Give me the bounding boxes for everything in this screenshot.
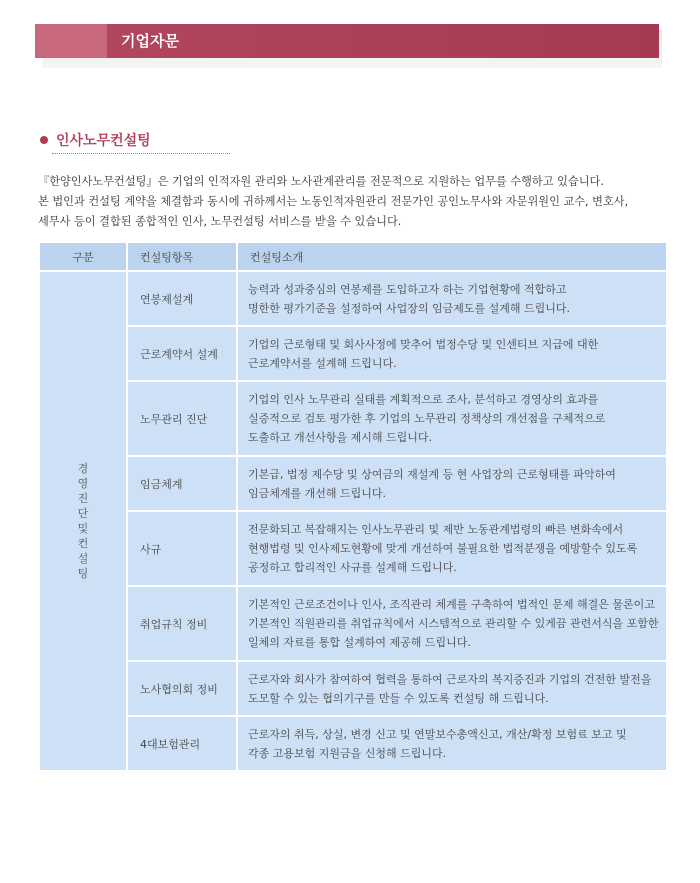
description-line: 일체의 자료를 통합 설계하여 제공해 드립니다. [248, 636, 471, 649]
banner-accent [35, 24, 107, 58]
table-row [39, 716, 667, 771]
item-cell: 사규 [127, 511, 237, 586]
description-line: 기본적인 근로조건이나 인사, 조직관리 체계를 구축하여 법적인 문제 해결은 물론이고 [248, 598, 655, 611]
category-label: 경영진단및컨설팅 [77, 462, 89, 580]
description-line: 근로자의 취득, 상실, 변경 신고 및 연말보수총액신고, 개산/확정 보험료 보고 및 [248, 727, 627, 741]
table-row [39, 586, 667, 661]
description-line: 각종 고용보험 지원금을 신청해 드립니다. [248, 746, 447, 760]
table-row [39, 456, 667, 511]
bullet-icon [40, 136, 48, 144]
item-cell: 연봉제설계 [127, 271, 237, 326]
section-divider [52, 153, 230, 154]
item-cell: 취업규칙 정비 [127, 586, 237, 661]
intro-text [38, 172, 666, 232]
description-line: 근로자와 회사가 참여하여 협력을 통하여 근로자의 복지증진과 기업의 건전한 발전을 [248, 672, 652, 686]
section-title: 인사노무컨설팅 [56, 133, 151, 149]
table-row [39, 661, 667, 716]
item-cell: 4대보험관리 [127, 716, 237, 771]
item-cell: 노무관리 진단 [127, 381, 237, 456]
table-row [39, 511, 667, 586]
description-line: 공정하고 합리적인 사규를 설계해 드립니다. [248, 561, 457, 574]
description-line: 기업의 근로형태 및 회사사정에 맞추어 법정수당 및 인센티브 지급에 대한 [248, 337, 599, 351]
header-item: 컨설팅항목 [127, 242, 237, 271]
description-line: 도출하고 개선사항을 제시해 드립니다. [248, 431, 433, 444]
description-line: 기본급, 법정 제수당 및 상여금의 재설계 등 현 사업장의 근로형태를 파악하여 [248, 467, 616, 481]
page-title: 기업자문 [121, 32, 179, 50]
description-line: 기업의 인사 노무관리 실태를 계획적으로 조사, 분석하고 경영상의 효과를 [248, 393, 599, 406]
description-line: 전문화되고 복잡해지는 인사노무관리 및 제반 노동관계법령의 빠른 변화속에서 [248, 523, 624, 536]
description-line: 명한한 평가기준을 설정하여 사업장의 임금제도를 설계해 드립니다. [248, 301, 571, 315]
category-cell [39, 271, 127, 771]
description-cell [237, 586, 667, 661]
description-line: 기본적인 직원관리를 취업규칙에서 시스템적으로 관리할 수 있게끔 관련서식을 포함한 [248, 617, 659, 630]
table-header-row [39, 242, 667, 271]
intro-line: 세무사 등이 결합된 종합적인 인사, 노무컨설팅 서비스를 받을 수 있습니다. [38, 215, 402, 228]
table-row [39, 381, 667, 456]
table-row [39, 326, 667, 381]
item-cell: 근로계약서 설계 [127, 326, 237, 381]
section-heading [40, 128, 151, 152]
item-cell: 임금체계 [127, 456, 237, 511]
intro-line: 『한양인사노무컨설팅』은 기업의 인적자원 관리와 노사관계관리를 전문적으로 지원하는 업무를 수행하고 있습니다. [38, 175, 604, 188]
description-cell [237, 716, 667, 771]
item-cell: 노사협의회 정비 [127, 661, 237, 716]
description-cell [237, 271, 667, 326]
page-banner [35, 24, 659, 58]
description-cell [237, 381, 667, 456]
description-line: 현행법령 및 인사제도현황에 맞게 개선하여 불필요한 법적분쟁을 예방할수 있도록 [248, 542, 638, 555]
table-row [39, 271, 667, 326]
description-line: 도모할 수 있는 협의기구를 만들 수 있도록 컨설팅 해 드립니다. [248, 691, 549, 705]
description-cell [237, 326, 667, 381]
description-cell [237, 661, 667, 716]
description-cell [237, 456, 667, 511]
header-category: 구분 [39, 242, 127, 271]
consulting-table [38, 241, 668, 772]
description-line: 실증적으로 검토 평가한 후 기업의 노무관리 정책상의 개선점을 구체적으로 [248, 412, 606, 425]
header-description: 컨설팅소개 [237, 242, 667, 271]
description-line: 임금체계를 개선해 드립니다. [248, 486, 387, 500]
description-cell [237, 511, 667, 586]
description-line: 능력과 성과중심의 연봉제를 도입하고자 하는 기업현황에 적합하고 [248, 282, 567, 296]
description-line: 근로계약서를 설계해 드립니다. [248, 356, 397, 370]
intro-line: 본 법인과 컨설팅 계약을 체결함과 동시에 귀하께서는 노동인적자원관리 전문가인 공인노무사와 자문위원인 교수, 변호사, [38, 195, 629, 208]
